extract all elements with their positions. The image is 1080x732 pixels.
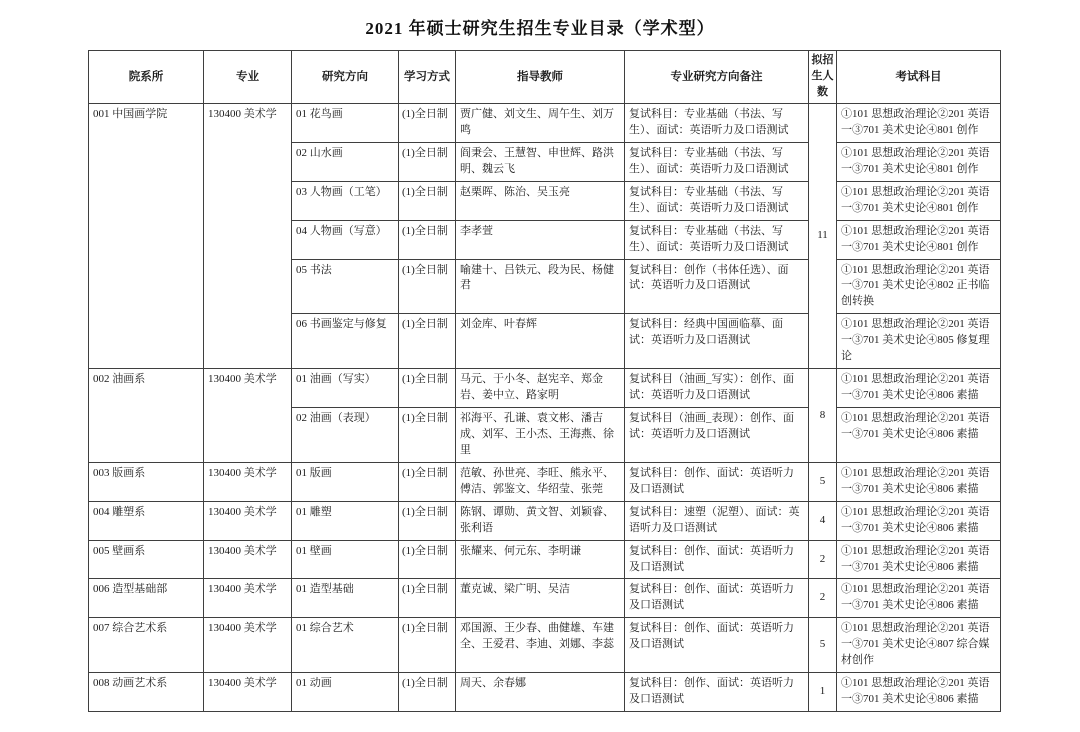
advisors-cell: 赵栗晖、陈治、吴玉亮 bbox=[456, 181, 625, 220]
exam-cell: ①101 思想政治理论②201 英语一③701 美术史论④801 创作 bbox=[837, 220, 1001, 259]
header-department: 院系所 bbox=[89, 51, 204, 104]
table-row bbox=[89, 501, 1001, 540]
table-row bbox=[89, 104, 1001, 143]
advisors-cell: 邓国源、王少春、曲健雄、车建全、王爱君、李迪、刘娜、李蕊 bbox=[456, 618, 625, 673]
exam-cell: ①101 思想政治理论②201 英语一③701 美术史论④801 创作 bbox=[837, 181, 1001, 220]
direction-cell: 01 壁画 bbox=[292, 540, 399, 579]
major-cell: 130400 美术学 bbox=[204, 501, 292, 540]
note-cell: 复试科目：创作（书体任选）、面试：英语听力及口语测试 bbox=[625, 259, 809, 314]
advisors-cell: 阎秉会、王慧智、申世辉、路洪明、魏云飞 bbox=[456, 142, 625, 181]
major-cell: 130400 美术学 bbox=[204, 369, 292, 463]
exam-cell: ①101 思想政治理论②201 英语一③701 美术史论④806 素描 bbox=[837, 408, 1001, 463]
study-mode-cell: (1)全日制 bbox=[399, 369, 456, 408]
department-cell: 008 动画艺术系 bbox=[89, 673, 204, 712]
note-cell: 复试科目：经典中国画临摹、面试：英语听力及口语测试 bbox=[625, 314, 809, 369]
table-row bbox=[89, 579, 1001, 618]
study-mode-cell: (1)全日制 bbox=[399, 259, 456, 314]
major-cell: 130400 美术学 bbox=[204, 618, 292, 673]
quota-cell: 2 bbox=[809, 579, 837, 618]
exam-cell: ①101 思想政治理论②201 英语一③701 美术史论④806 素描 bbox=[837, 369, 1001, 408]
major-cell: 130400 美术学 bbox=[204, 104, 292, 369]
note-cell: 复试科目（油画_写实）：创作、面试：英语听力及口语测试 bbox=[625, 369, 809, 408]
advisors-cell: 刘金库、叶春辉 bbox=[456, 314, 625, 369]
department-cell: 002 油画系 bbox=[89, 369, 204, 463]
advisors-cell: 陈钢、谭勋、黄文智、刘颖睿、张利语 bbox=[456, 501, 625, 540]
study-mode-cell: (1)全日制 bbox=[399, 181, 456, 220]
page-title: 2021 年硕士研究生招生专业目录（学术型） bbox=[365, 19, 715, 38]
advisors-cell: 董克诚、梁广明、吴洁 bbox=[456, 579, 625, 618]
study-mode-cell: (1)全日制 bbox=[399, 462, 456, 501]
header-study-mode: 学习方式 bbox=[399, 51, 456, 104]
study-mode-cell: (1)全日制 bbox=[399, 142, 456, 181]
advisors-cell: 周天、余春娜 bbox=[456, 673, 625, 712]
department-cell: 007 综合艺术系 bbox=[89, 618, 204, 673]
table-row bbox=[89, 673, 1001, 712]
advisors-cell: 李孝萱 bbox=[456, 220, 625, 259]
advisors-cell: 张耀来、何元东、李明谦 bbox=[456, 540, 625, 579]
study-mode-cell: (1)全日制 bbox=[399, 540, 456, 579]
exam-cell: ①101 思想政治理论②201 英语一③701 美术史论④807 综合媒材创作 bbox=[837, 618, 1001, 673]
exam-cell: ①101 思想政治理论②201 英语一③701 美术史论④806 素描 bbox=[837, 673, 1001, 712]
table-body bbox=[89, 104, 1001, 712]
study-mode-cell: (1)全日制 bbox=[399, 220, 456, 259]
table-row bbox=[89, 462, 1001, 501]
department-cell: 004 雕塑系 bbox=[89, 501, 204, 540]
note-cell: 复试科目：专业基础（书法、写生）、面试：英语听力及口语测试 bbox=[625, 220, 809, 259]
study-mode-cell: (1)全日制 bbox=[399, 104, 456, 143]
exam-cell: ①101 思想政治理论②201 英语一③701 美术史论④806 素描 bbox=[837, 540, 1001, 579]
note-cell: 复试科目：创作、面试：英语听力及口语测试 bbox=[625, 618, 809, 673]
note-cell: 复试科目：专业基础（书法、写生）、面试：英语听力及口语测试 bbox=[625, 181, 809, 220]
header-row bbox=[89, 51, 1001, 104]
study-mode-cell: (1)全日制 bbox=[399, 618, 456, 673]
direction-cell: 02 山水画 bbox=[292, 142, 399, 181]
quota-cell: 2 bbox=[809, 540, 837, 579]
advisors-cell: 贾广健、刘文生、周午生、刘万鸣 bbox=[456, 104, 625, 143]
study-mode-cell: (1)全日制 bbox=[399, 501, 456, 540]
header-research-direction: 研究方向 bbox=[292, 51, 399, 104]
exam-cell: ①101 思想政治理论②201 英语一③701 美术史论④806 素描 bbox=[837, 462, 1001, 501]
header-advisors: 指导教师 bbox=[456, 51, 625, 104]
advisors-cell: 喻建十、吕铁元、段为民、杨健君 bbox=[456, 259, 625, 314]
table-row bbox=[89, 618, 1001, 673]
note-cell: 复试科目：创作、面试：英语听力及口语测试 bbox=[625, 462, 809, 501]
direction-cell: 01 油画（写实） bbox=[292, 369, 399, 408]
study-mode-cell: (1)全日制 bbox=[399, 579, 456, 618]
study-mode-cell: (1)全日制 bbox=[399, 314, 456, 369]
direction-cell: 02 油画（表现） bbox=[292, 408, 399, 463]
direction-cell: 01 动画 bbox=[292, 673, 399, 712]
note-cell: 复试科目：创作、面试：英语听力及口语测试 bbox=[625, 579, 809, 618]
header-planned-enrollment: 拟招生人数 bbox=[809, 51, 837, 104]
note-cell: 复试科目：创作、面试：英语听力及口语测试 bbox=[625, 673, 809, 712]
direction-cell: 01 雕塑 bbox=[292, 501, 399, 540]
header-exam-subjects: 考试科目 bbox=[837, 51, 1001, 104]
quota-cell: 1 bbox=[809, 673, 837, 712]
exam-cell: ①101 思想政治理论②201 英语一③701 美术史论④806 素描 bbox=[837, 501, 1001, 540]
note-cell: 复试科目：专业基础（书法、写生）、面试：英语听力及口语测试 bbox=[625, 142, 809, 181]
quota-cell: 5 bbox=[809, 618, 837, 673]
direction-cell: 06 书画鉴定与修复 bbox=[292, 314, 399, 369]
table-row bbox=[89, 540, 1001, 579]
exam-cell: ①101 思想政治理论②201 英语一③701 美术史论④805 修复理论 bbox=[837, 314, 1001, 369]
quota-cell: 8 bbox=[809, 369, 837, 463]
direction-cell: 01 综合艺术 bbox=[292, 618, 399, 673]
header-direction-notes: 专业研究方向备注 bbox=[625, 51, 809, 104]
major-cell: 130400 美术学 bbox=[204, 462, 292, 501]
quota-cell: 11 bbox=[809, 104, 837, 369]
study-mode-cell: (1)全日制 bbox=[399, 673, 456, 712]
advisors-cell: 马元、于小冬、赵宪辛、郑金岩、姜中立、路家明 bbox=[456, 369, 625, 408]
header-major: 专业 bbox=[204, 51, 292, 104]
advisors-cell: 范敏、孙世亮、李旺、熊永平、傅洁、郭鉴文、华绍莹、张莞 bbox=[456, 462, 625, 501]
direction-cell: 01 花鸟画 bbox=[292, 104, 399, 143]
exam-cell: ①101 思想政治理论②201 英语一③701 美术史论④801 创作 bbox=[837, 104, 1001, 143]
quota-cell: 5 bbox=[809, 462, 837, 501]
study-mode-cell: (1)全日制 bbox=[399, 408, 456, 463]
major-cell: 130400 美术学 bbox=[204, 540, 292, 579]
department-cell: 005 壁画系 bbox=[89, 540, 204, 579]
note-cell: 复试科目：创作、面试：英语听力及口语测试 bbox=[625, 540, 809, 579]
exam-cell: ①101 思想政治理论②201 英语一③701 美术史论④801 创作 bbox=[837, 142, 1001, 181]
quota-cell: 4 bbox=[809, 501, 837, 540]
table-row bbox=[89, 369, 1001, 408]
department-cell: 006 造型基础部 bbox=[89, 579, 204, 618]
department-cell: 001 中国画学院 bbox=[89, 104, 204, 369]
major-cell: 130400 美术学 bbox=[204, 673, 292, 712]
direction-cell: 05 书法 bbox=[292, 259, 399, 314]
department-cell: 003 版画系 bbox=[89, 462, 204, 501]
exam-cell: ①101 思想政治理论②201 英语一③701 美术史论④806 素描 bbox=[837, 579, 1001, 618]
admissions-catalog-table bbox=[88, 50, 1001, 712]
note-cell: 复试科目：专业基础（书法、写生）、面试：英语听力及口语测试 bbox=[625, 104, 809, 143]
direction-cell: 03 人物画（工笔） bbox=[292, 181, 399, 220]
direction-cell: 01 造型基础 bbox=[292, 579, 399, 618]
major-cell: 130400 美术学 bbox=[204, 579, 292, 618]
advisors-cell: 祁海平、孔谦、袁文彬、潘吉成、刘军、王小杰、王海燕、徐里 bbox=[456, 408, 625, 463]
exam-cell: ①101 思想政治理论②201 英语一③701 美术史论④802 正书临创转换 bbox=[837, 259, 1001, 314]
direction-cell: 04 人物画（写意） bbox=[292, 220, 399, 259]
direction-cell: 01 版画 bbox=[292, 462, 399, 501]
note-cell: 复试科目：速塑（泥塑）、面试：英语听力及口语测试 bbox=[625, 501, 809, 540]
note-cell: 复试科目（油画_表现）：创作、面试：英语听力及口语测试 bbox=[625, 408, 809, 463]
